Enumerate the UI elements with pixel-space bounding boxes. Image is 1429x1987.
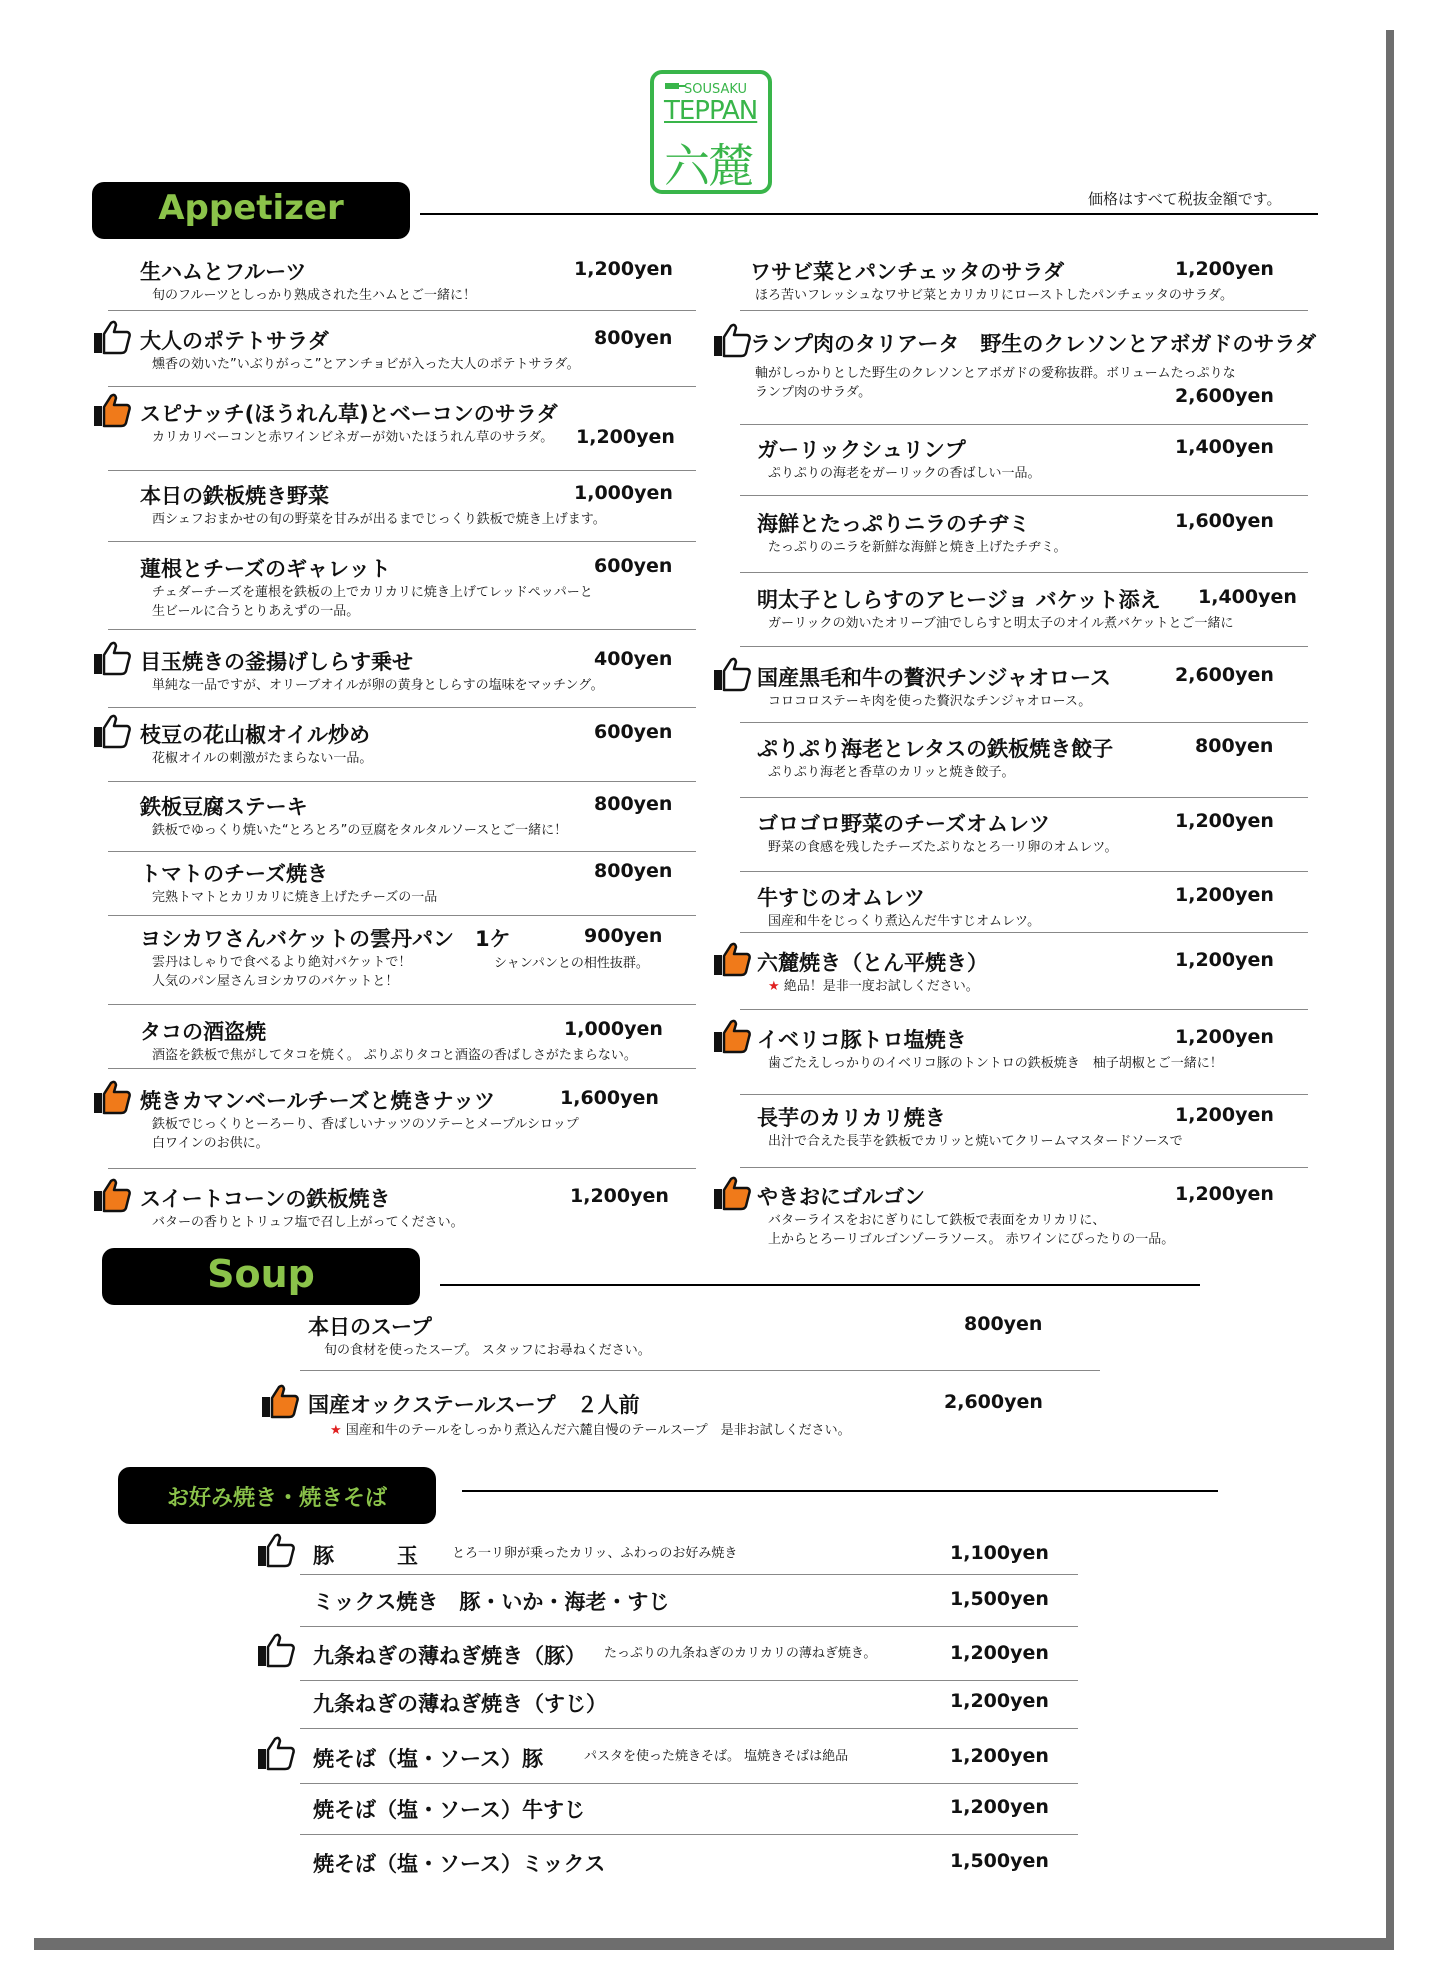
item-price: 1,200yen — [950, 1796, 1049, 1818]
logo-teppan: TEPPAN — [664, 96, 758, 126]
logo-sousaku: SOUSAKU — [684, 82, 748, 97]
item-divider — [740, 722, 1308, 723]
item-price: 2,600yen — [1175, 385, 1274, 407]
tax-note: 価格はすべて税抜金額です。 — [1088, 190, 1282, 208]
item-price: 1,400yen — [1198, 586, 1297, 608]
item-price: 800yen — [594, 860, 673, 882]
item-name: 目玉焼きの釜揚げしらす乗せ — [140, 650, 413, 674]
item-divider — [740, 495, 1308, 496]
item-description: 出汁で合えた長芋を鉄板でカリッと焼いてクリームマスタードソースで — [768, 1134, 1183, 1149]
star-icon: ★ — [768, 979, 784, 994]
item-divider — [108, 915, 696, 916]
item-divider — [300, 1728, 1078, 1729]
section-soup-title: Soup — [207, 1252, 315, 1296]
item-price: 1,200yen — [1175, 884, 1274, 906]
item-description: バターライスをおにぎりにして鉄板で表面をカリカリに、 — [768, 1213, 1106, 1228]
item-divider — [300, 1626, 1078, 1627]
item-name: 九条ねぎの薄ねぎ焼き（豚） — [313, 1644, 586, 1668]
item-divider — [108, 781, 696, 782]
item-description-text: 国産和牛のテールをしっかり煮込んだ六麓自慢のテールスープ 是非お試しください。 — [345, 1423, 851, 1438]
soup-rule — [440, 1284, 1200, 1286]
item-name: イベリコ豚トロ塩焼き — [757, 1028, 967, 1052]
item-price: 1,600yen — [1175, 510, 1274, 532]
item-description: ランプ肉のサラダ。 — [755, 385, 872, 400]
item-divider — [740, 1094, 1308, 1095]
item-description: 鉄板でゆっくり焼いた“とろとろ”の豆腐をタルタルソースとご一緒に！ — [152, 823, 568, 838]
item-note: たっぷりの九条ねぎのカリカリの薄ねぎ焼き。 — [604, 1646, 877, 1661]
item-name: 枝豆の花山椒オイル炒め — [140, 723, 370, 747]
thumbs-up-orange-icon — [92, 392, 132, 428]
item-description: ぷりぷり海老と香草のカリッと焼き餃子。 — [768, 765, 1015, 780]
item-price: 1,200yen — [570, 1185, 669, 1207]
item-description: 軸がしっかりとした野生のクレソンとアボガドの愛称抜群。ボリュームたっぷりな — [755, 366, 1236, 381]
thumbs-up-icon — [92, 319, 132, 355]
item-price: 1,200yen — [950, 1745, 1049, 1767]
item-price: 1,000yen — [574, 482, 673, 504]
item-price: 1,600yen — [560, 1087, 659, 1109]
thumbs-up-orange-icon — [92, 1177, 132, 1213]
item-name: 国産黒毛和牛の贅沢チンジャオロース — [757, 666, 1111, 690]
item-name: 生ハムとフルーツ — [140, 260, 307, 284]
thumbs-up-icon — [712, 656, 752, 692]
item-name: スイートコーンの鉄板焼き — [140, 1187, 391, 1211]
item-divider — [740, 797, 1308, 798]
item-price: 800yen — [964, 1313, 1043, 1335]
item-name: 明太子としらすのアヒージョ バケット添え — [757, 588, 1161, 612]
item-name: ランプ肉のタリアータ 野生のクレソンとアボガドのサラダ — [750, 332, 1317, 356]
item-description: バターの香りとトリュフ塩で召し上がってください。 — [152, 1215, 464, 1230]
item-price: 600yen — [594, 555, 673, 577]
item-price: 2,600yen — [1175, 664, 1274, 686]
logo-rokurei: 六麓 — [664, 139, 752, 193]
thumbs-up-icon — [256, 1632, 296, 1668]
item-price: 600yen — [594, 721, 673, 743]
item-divider — [300, 1574, 1078, 1575]
item-name: 焼そば（塩・ソース）牛すじ — [313, 1798, 585, 1822]
item-name: 本日のスープ — [308, 1315, 432, 1339]
item-divider — [108, 310, 696, 311]
item-description: 上からとろーリゴルゴンゾーラソース。 赤ワインにぴったりの一品。 — [768, 1232, 1175, 1247]
item-description: 国産和牛をじっくり煮込んだ牛すじオムレツ。 — [768, 914, 1041, 929]
item-divider — [740, 1009, 1308, 1010]
item-divider — [300, 1370, 1100, 1371]
item-description: 白ワインのお供に。 — [152, 1136, 269, 1151]
item-price: 1,200yen — [950, 1690, 1049, 1712]
item-divider — [740, 871, 1308, 872]
item-name: 豚 玉 — [313, 1544, 418, 1568]
item-description: 人気のパン屋さんヨシカワのバケットと！ — [152, 974, 399, 989]
appetizer-rule — [420, 213, 1318, 215]
item-description: ぷりぷりの海老をガーリックの香ばしい一品。 — [768, 466, 1041, 481]
item-divider — [108, 1168, 696, 1169]
thumbs-up-icon — [712, 322, 752, 358]
item-divider — [740, 1167, 1308, 1168]
item-price: 800yen — [1195, 735, 1274, 757]
item-description: 生ビールに合うとりあえずの一品。 — [152, 604, 360, 619]
item-name: ガーリックシュリンプ — [757, 438, 966, 462]
item-price: 1,200yen — [1175, 1183, 1274, 1205]
thumbs-up-icon — [92, 640, 132, 676]
thumbs-up-icon — [256, 1735, 296, 1771]
item-name: タコの酒盗焼 — [140, 1020, 266, 1044]
item-divider — [300, 1834, 1078, 1835]
item-price: 800yen — [594, 327, 673, 349]
item-name: 蓮根とチーズのギャレット — [140, 557, 391, 581]
item-name: 焼きカマンベールチーズと焼きナッツ — [140, 1089, 496, 1113]
item-name: ヨシカワさんバケットの雲丹パン 1ケ — [140, 927, 511, 951]
item-note: パスタを使った焼きそば。 塩焼きそばは絶品 — [584, 1749, 849, 1764]
item-name: 焼そば（塩・ソース）豚 — [313, 1747, 543, 1771]
item-description-text: 絶品！是非一度お試しください。 — [783, 979, 979, 994]
thumbs-up-orange-icon — [712, 1175, 752, 1211]
item-price: 1,200yen — [576, 426, 675, 448]
section-appetizer — [92, 182, 410, 239]
item-description: 旬のフルーツとしっかり熟成された生ハムとご一緒に！ — [152, 288, 476, 303]
item-divider — [108, 707, 696, 708]
star-icon: ★ — [330, 1423, 346, 1438]
item-divider — [740, 310, 1308, 311]
brand-logo — [650, 70, 772, 194]
item-name: 六麓焼き（とん平焼き） — [757, 951, 988, 975]
item-description: ガーリックの効いたオリーブ油でしらすと明太子のオイル煮バケットとご一緒に — [768, 616, 1234, 631]
item-price: 1,200yen — [1175, 1104, 1274, 1126]
item-description: カリカリベーコンと赤ワインビネガーが効いたほうれん草のサラダ。 — [152, 430, 554, 445]
item-price: 1,200yen — [1175, 258, 1274, 280]
section-okonomiyaki — [118, 1467, 436, 1524]
item-description: ほろ苦いフレッシュなワサビ菜とカリカリにローストしたパンチェッタのサラダ。 — [755, 288, 1234, 303]
item-price: 1,200yen — [1175, 1026, 1274, 1048]
item-name: 本日の鉄板焼き野菜 — [140, 484, 329, 508]
item-description: 歯ごたえしっかりのイベリコ豚のトントロの鉄板焼き 柚子胡椒とご一緒に！ — [768, 1056, 1223, 1071]
item-divider — [300, 1680, 1078, 1681]
okonomiyaki-rule — [462, 1490, 1218, 1492]
item-description — [768, 977, 979, 996]
item-divider — [108, 1004, 696, 1005]
item-description: 酒盗を鉄板で焦がしてタコを焼く。 ぷりぷりタコと酒盗の香ばしさがたまらない。 — [152, 1048, 637, 1063]
item-name: 九条ねぎの薄ねぎ焼き（すじ） — [313, 1692, 607, 1716]
item-divider — [740, 572, 1308, 573]
item-name: 鉄板豆腐ステーキ — [140, 795, 308, 819]
item-description: 花椒オイルの刺激がたまらない一品。 — [152, 751, 373, 766]
item-description: たっぷりのニラを新鮮な海鮮と焼き上げたチヂミ。 — [768, 540, 1067, 555]
item-price: 1,200yen — [574, 258, 673, 280]
item-description: 雲丹はしゃりで食べるより絶対バケットで！ — [152, 955, 412, 970]
item-divider — [108, 470, 696, 471]
section-appetizer-title: Appetizer — [158, 188, 344, 228]
thumbs-up-orange-icon — [712, 941, 752, 977]
item-divider — [108, 541, 696, 542]
item-price: 1,000yen — [564, 1018, 663, 1040]
item-note: シャンパンとの相性抜群。 — [494, 956, 649, 971]
item-price: 800yen — [594, 793, 673, 815]
thumbs-up-orange-icon — [712, 1018, 752, 1054]
item-description — [330, 1421, 851, 1440]
item-price: 400yen — [594, 648, 673, 670]
thumbs-up-icon — [256, 1532, 296, 1568]
item-price: 1,500yen — [950, 1588, 1049, 1610]
item-name: 焼そば（塩・ソース）ミックス — [313, 1852, 606, 1876]
item-name: 牛すじのオムレツ — [757, 886, 925, 910]
item-description: チェダーチーズを蓮根を鉄板の上でカリカリに焼き上げてレッドペッパーと — [152, 585, 593, 600]
item-price: 2,600yen — [944, 1391, 1043, 1413]
item-note: とろ一リ卵が乗ったカリッ、ふわっのお好み焼き — [452, 1546, 738, 1561]
item-name: ミックス焼き 豚・いか・海老・すじ — [313, 1590, 670, 1614]
item-name: 長芋のカリカリ焼き — [757, 1106, 946, 1130]
item-divider — [108, 1068, 696, 1069]
item-divider — [740, 932, 1308, 933]
item-divider — [740, 646, 1308, 647]
item-divider — [108, 851, 696, 852]
section-soup — [102, 1248, 420, 1305]
section-okonomiyaki-title: お好み焼き・焼きそば — [166, 1486, 387, 1511]
thumbs-up-icon — [92, 713, 132, 749]
item-name: 国産オックステールスープ ２人前 — [308, 1393, 640, 1417]
item-price: 900yen — [584, 925, 663, 947]
item-price: 1,500yen — [950, 1850, 1049, 1872]
item-price: 1,200yen — [950, 1642, 1049, 1664]
item-description: 燻香の効いた”いぶりがっこ”とアンチョビが入った大人のポテトサラダ。 — [152, 357, 580, 372]
item-divider — [300, 1783, 1078, 1784]
item-description: 野菜の食感を残したチーズたぷりなとろ一リ卵のオムレツ。 — [768, 840, 1118, 855]
item-description: 鉄板でじっくりとーろーり、香ばしいナッツのソテーとメープルシロップ — [152, 1117, 579, 1132]
item-price: 1,100yen — [950, 1542, 1049, 1564]
item-name: ゴロゴロ野菜のチーズオムレツ — [757, 812, 1050, 836]
item-description: 旬の食材を使ったスープ。 スタッフにお尋ねください。 — [324, 1343, 651, 1358]
item-price: 1,400yen — [1175, 436, 1274, 458]
thumbs-up-orange-icon — [260, 1383, 300, 1419]
item-description: コロコロステーキ肉を使った贅沢なチンジャオロース。 — [768, 694, 1092, 709]
item-description: 完熟トマトとカリカリに焼き上げたチーズの一品 — [152, 890, 438, 905]
thumbs-up-orange-icon — [92, 1079, 132, 1115]
item-name: やきおにゴルゴン — [757, 1185, 925, 1209]
item-name: 大人のポテトサラダ — [140, 329, 329, 353]
item-name: スピナッチ(ほうれん草)とベーコンのサラダ — [140, 402, 558, 426]
item-description: 単純な一品ですが、オリーブオイルが卵の黄身としらすの塩味をマッチング。 — [152, 678, 604, 693]
item-price: 1,200yen — [1175, 949, 1274, 971]
item-name: トマトのチーズ焼き — [140, 862, 328, 886]
item-name: ぷりぷり海老とレタスの鉄板焼き餃子 — [757, 737, 1114, 761]
item-divider — [108, 386, 696, 387]
item-name: 海鮮とたっぷりニラのチヂミ — [757, 512, 1030, 536]
item-divider — [740, 424, 1308, 425]
item-divider — [108, 629, 696, 630]
item-name: ワサビ菜とパンチェッタのサラダ — [750, 260, 1065, 284]
item-price: 1,200yen — [1175, 810, 1274, 832]
item-description: 西シェフおまかせの旬の野菜を甘みが出るまでじっくり鉄板で焼き上げます。 — [152, 512, 606, 527]
